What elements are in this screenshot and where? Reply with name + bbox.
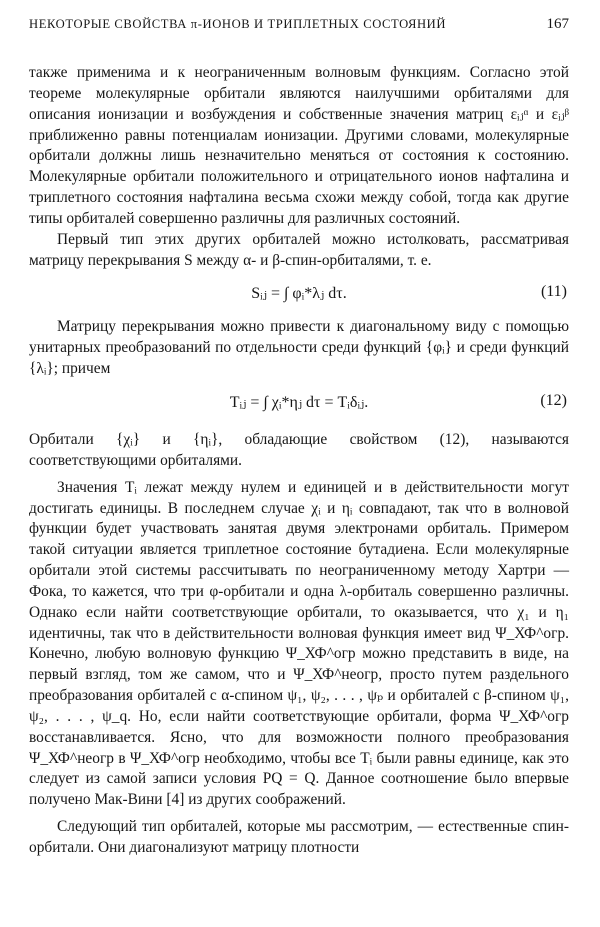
book-page [29, 16, 569, 859]
paragraph-4: Орбитали {χᵢ} и {ηᵢ}, обладающие свойством (12), называются соответствующими орбиталями. [29, 430, 569, 469]
paragraph-5: Значения Tᵢ лежат между нулем и единицей и в действительности могут достигать единицы. В последнем случае χᵢ и ηᵢ совпадают, так что в волновой функции будет участвовать занятая двумя электронами орбиталь. Примером такой ситуации является триплетное состояние бутадиена. Если молекулярные орбитали этой системы рассчитывать по неограниченному методу Хартри — Фока, то кажется, что три φ-орбитали и одна λ-орбиталь совершенно различны. Однако если найти соответствующие орбитали, то оказывается, что χ₁ и η₁ идентичны, так что в действительности волновая функция имеет вид Ψ_ХФ^огр. Конечно, любую волновую функцию Ψ_ХФ^огр можно представить в виде, на первый взгляд, том же самом, что и Ψ_ХФ^неогр, просто путем раздельного преобразования орбиталей с α-спином ψ₁, ψ₂, . . . , ψₚ и орбиталей с β-спином ψ₁, ψ₂, . . . , ψ_q. Но, если найти соответствующие орбитали, форма Ψ_ХФ^огр восстанавливается. Ясно, что для возможности полного преобразования Ψ_ХФ^неогр в Ψ_ХФ^огр необходимо, чтобы все Tᵢ были равны единице, как это следует из самой записи условия PQ = Q. Данное соотношение было впервые получено Мак-Вини [4] из других соображений. [29, 478, 569, 809]
equation-11 [29, 271, 569, 317]
running-header [29, 16, 569, 38]
paragraph-1: также применима и к неограниченным волновым функциям. Согласно этой теореме молекулярные орбитали являются наилучшими орбиталями для описания ионизации и возбуждения и собственные значения матриц εᵢⱼᵅ и εᵢⱼᵝ приближенно равны потенциалам ионизации. Другими словами, молекулярные орбитали должны лишь незначительно меняться от состояния к состоянию. Молекулярные орбитали положительного и отрицательного ионов нафталина и триплетного состояния нафталина весьма схожи между собой, тогда как другие типы орбиталей совершенно различны для различных состояний. [29, 64, 569, 227]
paragraph-3: Матрицу перекрывания можно привести к диагональному виду с помощью унитарных преобразований по отдельности среди функций {φᵢ} и среди функций {λᵢ}; причем [29, 318, 569, 378]
equation-11-formula: Sᵢⱼ = ∫ φᵢ*λⱼ dτ. [251, 285, 347, 303]
paragraph-6: Следующий тип орбиталей, которые мы рассмотрим, — естественные спин-орбитали. Они диагонализуют матрицу плотности [29, 818, 569, 856]
equation-11-number: (11) [540, 283, 567, 301]
running-title: НЕКОТОРЫЕ СВОЙСТВА π-ИОНОВ И ТРИПЛЕТНЫХ СОСТОЯНИЙ [29, 17, 447, 31]
equation-12-number: (12) [540, 391, 567, 409]
equation-12-formula: Tᵢⱼ = ∫ χᵢ*ηⱼ dτ = Tᵢδᵢⱼ. [229, 393, 369, 411]
paragraph-2: Первый тип этих других орбиталей можно истолковать, рассматривая матрицу перекрывания S между α- и β-спин-орбиталями, т. е. [29, 230, 569, 269]
page-number: 167 [546, 16, 569, 32]
equation-12 [29, 380, 569, 430]
